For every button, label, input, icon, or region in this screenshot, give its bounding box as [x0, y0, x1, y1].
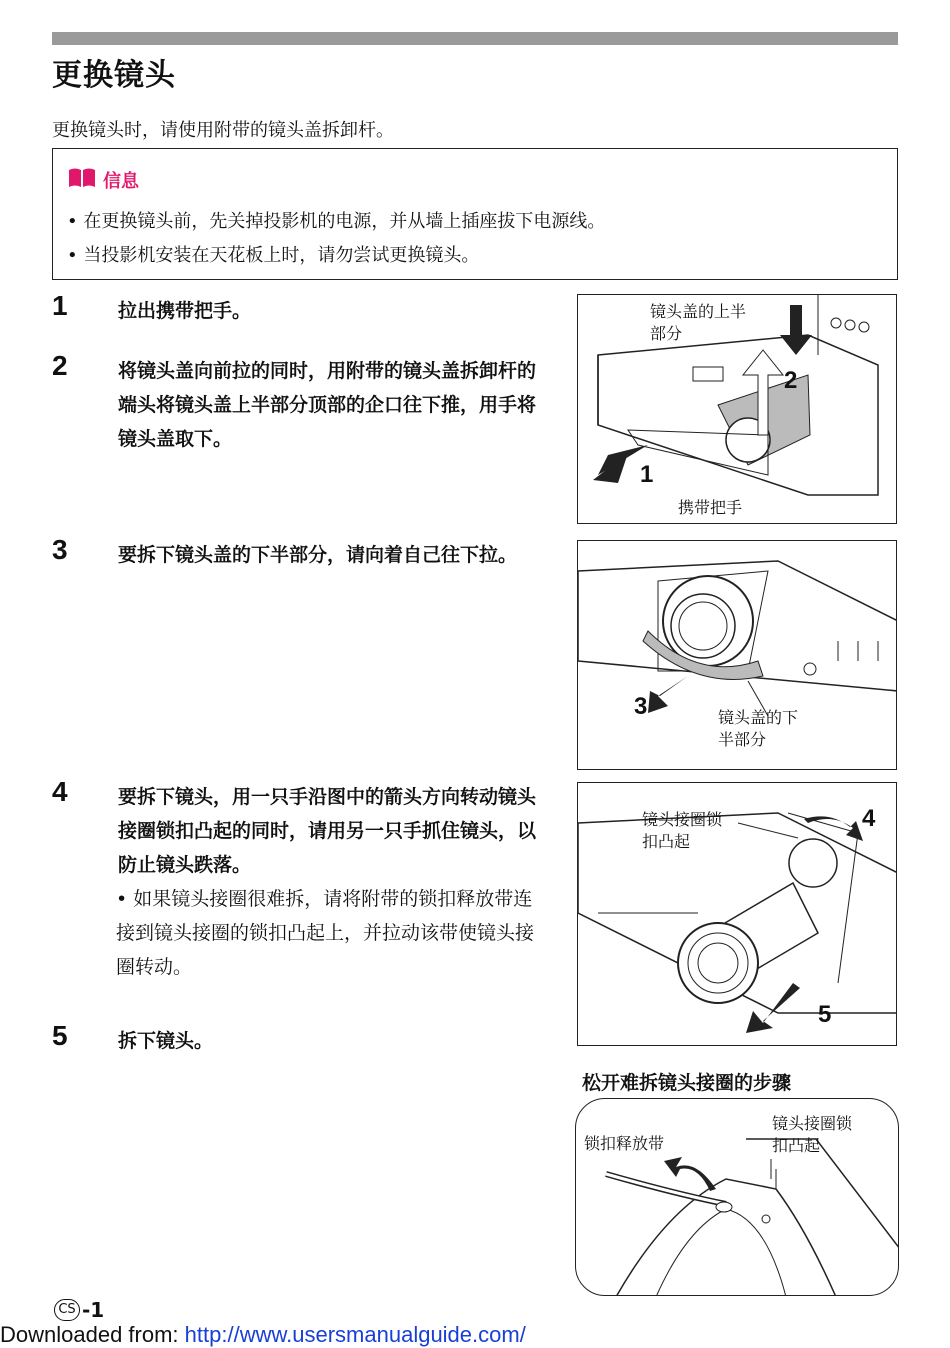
step-text-5: 拆下镜头。 [118, 1030, 214, 1052]
fig3-num-5: 5 [818, 1001, 832, 1028]
info-label: 信息 [103, 171, 139, 192]
book-icon [67, 167, 97, 193]
step-text-1: 拉出携带把手。 [118, 300, 252, 322]
step-number-1: 1 [52, 290, 68, 321]
page-number: -1 [82, 1298, 105, 1322]
intro-text: 更换镜头时，请使用附带的镜头盖拆卸杆。 [52, 120, 394, 141]
page-code [54, 1298, 104, 1322]
label-lower-cover: 镜头盖的下 半部分 [718, 708, 799, 749]
label-lock-tab: 镜头接圈锁 扣凸起 [642, 810, 723, 851]
fig3-num-4: 4 [862, 805, 876, 832]
step-text-3: 要拆下镜头盖的下半部分，请向着自己往下拉。 [118, 544, 518, 566]
step-number-4: 4 [52, 776, 68, 807]
fig2-num-3: 3 [634, 693, 648, 720]
fig1-num-2: 2 [784, 367, 798, 394]
figure-carry-handle [577, 294, 897, 524]
label-carry-handle: 携带把手 [678, 498, 743, 517]
label-release-strap: 锁扣释放带 [584, 1134, 665, 1153]
figure-release-strap [575, 1098, 899, 1296]
step-number-3: 3 [52, 534, 68, 565]
step-text-4: 要拆下镜头，用一只手沿图中的箭头方向转动镜头接圈锁扣凸起的同时，请用另一只手抓住镜头，以防止镜头跌落。 [118, 786, 537, 876]
page-title: 更换镜头 [52, 58, 176, 93]
step-number-2: 2 [52, 350, 68, 381]
figure-remove-lens [577, 782, 897, 1046]
info-bullet-1: • 在更换镜头前，先关掉投影机的电源，并从墙上插座拔下电源线。 [67, 211, 606, 232]
cs-badge: CS [54, 1299, 80, 1321]
label-upper-cover: 镜头盖的上半 部分 [650, 302, 747, 343]
download-line [0, 1322, 526, 1348]
info-box [52, 148, 898, 280]
step-4-sub-bullet: • 如果镜头接圈很难拆，请将附带的锁扣释放带连接到镜头接圈的锁扣凸起上，并拉动该带使镜头接圈转动。 [116, 888, 535, 978]
download-prefix: Downloaded from: [0, 1322, 185, 1347]
figure-lower-cover [577, 540, 897, 770]
step-number-5: 5 [52, 1020, 68, 1051]
info-bullet-2: • 当投影机安装在天花板上时，请勿尝试更换镜头。 [67, 245, 480, 266]
download-link[interactable]: http://www.usersmanualguide.com/ [184, 1322, 526, 1347]
fig1-num-1: 1 [640, 461, 654, 488]
lens-removal-illustration [578, 783, 897, 1046]
step-text-2: 将镜头盖向前拉的同时，用附带的镜头盖拆卸杆的端头将镜头盖上半部分顶部的企口往下推，用手将镜头盖取下。 [118, 360, 537, 450]
header-bar [52, 32, 898, 45]
loosen-title: 松开难拆镜头接圈的步骤 [582, 1072, 792, 1094]
info-header [67, 167, 139, 193]
label-lock-tab-2: 镜头接圈锁 扣凸起 [772, 1114, 853, 1155]
